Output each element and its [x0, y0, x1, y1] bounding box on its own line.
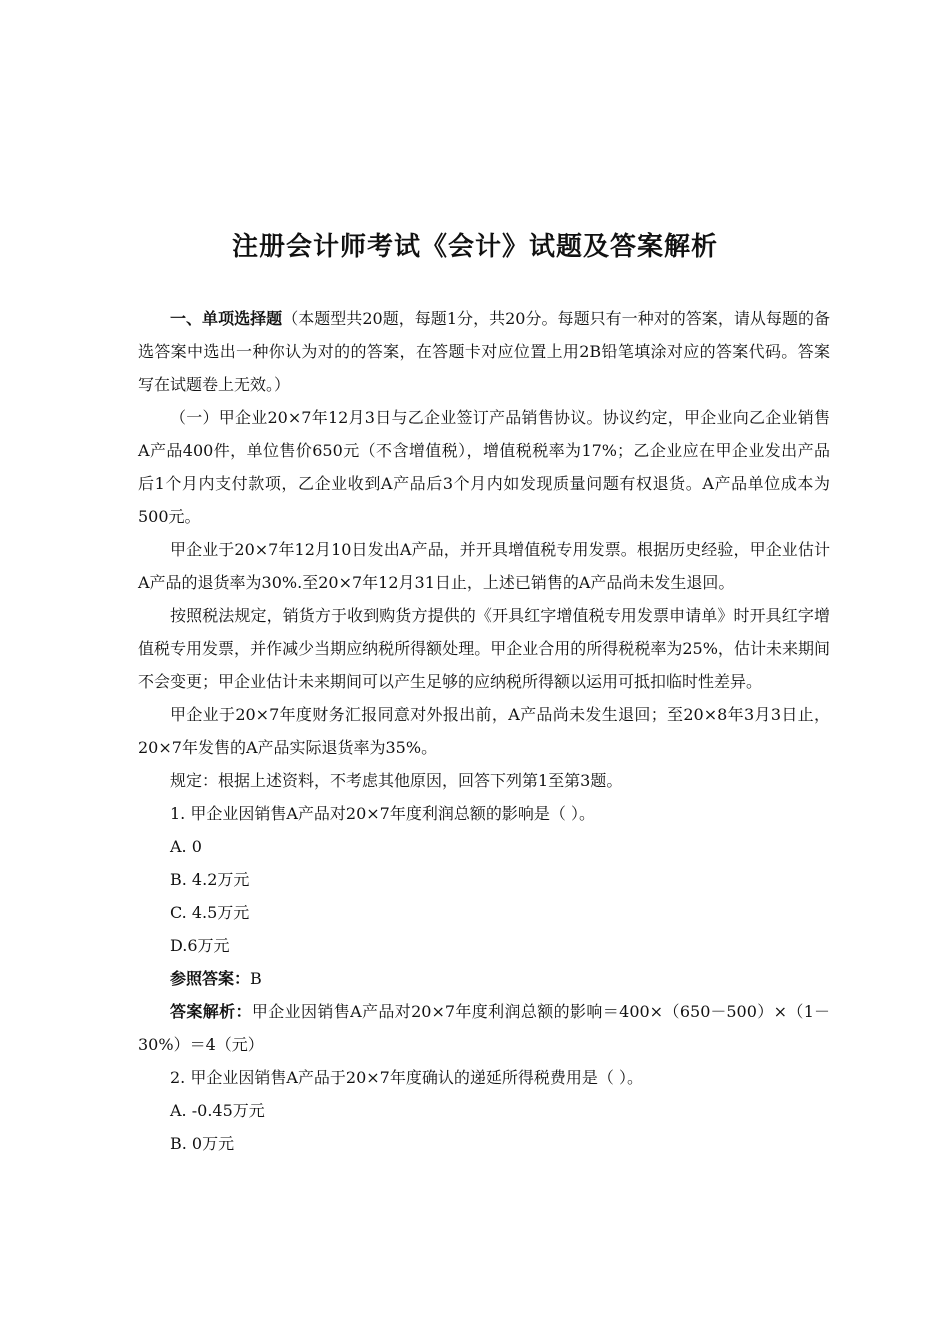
question-2-stem: 2. 甲企业因销售A产品于20×7年度确认的递延所得税费用是（ ）。 — [170, 1068, 643, 1087]
question-1-option-d: D.6万元 — [170, 936, 230, 955]
case-paragraph: （一）甲企业20×7年12月3日与乙企业签订产品销售协议。协议约定，甲企业向乙企业销售A产品400件，单位售价650元（不含增值税），增值税税率为17%；乙企业应在甲企业发出产品后1个月内支付款项，乙企业收到A产品后3个月内如发现质量问题有权退货。A产品单位成本为500元。 — [138, 408, 830, 526]
page-title: 注册会计师考试《会计》试题及答案解析 — [231, 232, 718, 262]
document-body — [138, 302, 830, 1160]
answer-label: 参照答案： — [170, 969, 251, 988]
question-1-analysis — [138, 995, 830, 1061]
question-1-answer — [138, 962, 830, 995]
section-intro-paragraph — [138, 302, 830, 401]
question-1-option-c: C. 4.5万元 — [170, 903, 250, 922]
case-paragraph: 规定：根据上述资料，不考虑其他原因，回答下列第1至第3题。 — [170, 771, 623, 790]
case-paragraph: 甲企业于20×7年度财务汇报同意对外报出前，A产品尚未发生退回；至20×8年3月3日止，20×7年发售的A产品实际退货率为35%。 — [138, 705, 830, 757]
case-paragraph: 甲企业于20×7年12月10日发出A产品，并开具增值税专用发票。根据历史经验，甲企业估计A产品的退货率为30%.至20×7年12月31日止，上述已销售的A产品尚未发生退回。 — [138, 540, 830, 592]
question-1-option-a: A. 0 — [170, 837, 202, 856]
section-intro-text: （本题型共20题，每题1分，共20分。每题只有一种对的答案，请从每题的备选答案中选出一种你认为对的的答案，在答题卡对应位置上用2B铅笔填涂对应的答案代码。答案写在试题卷上无效。） — [138, 309, 830, 394]
analysis-text: 甲企业因销售A产品对20×7年度利润总额的影响＝400×（650－500）×（1－30%）＝4（元） — [138, 1002, 830, 1054]
question-1-option-b: B. 4.2万元 — [170, 870, 250, 889]
question-2-option-b: B. 0万元 — [170, 1134, 235, 1153]
question-1-stem: 1. 甲企业因销售A产品对20×7年度利润总额的影响是（ ）。 — [170, 804, 595, 823]
case-paragraph: 按照税法规定，销货方于收到购货方提供的《开具红字增值税专用发票申请单》时开具红字增值税专用发票，并作减少当期应纳税所得额处理。甲企业合用的所得税税率为25%，估计未来期间不会变更；甲企业估计未来期间可以产生足够的应纳税所得额以运用可抵扣临时性差异。 — [138, 606, 830, 691]
section-heading: 一、单项选择题 — [170, 309, 283, 328]
answer-value: B — [250, 969, 262, 988]
analysis-label: 答案解析： — [170, 1002, 252, 1021]
question-2-option-a: A. -0.45万元 — [170, 1101, 265, 1120]
